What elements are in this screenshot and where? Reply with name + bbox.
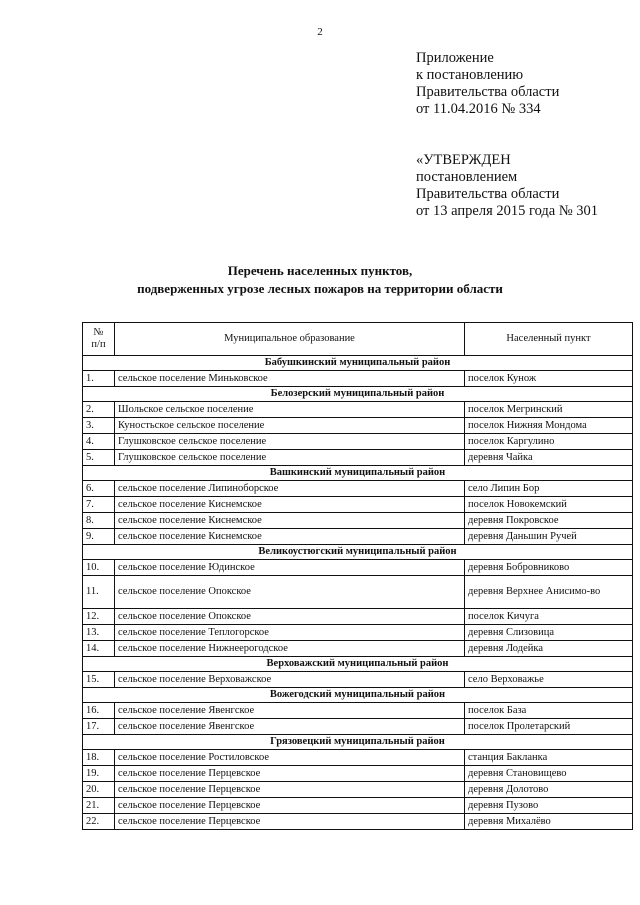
title-line-2: подверженных угрозе лесных пожаров на территории области [137, 281, 503, 296]
row-number: 14. [83, 641, 115, 657]
municipality-cell: сельское поселение Опокское [115, 576, 465, 609]
page-number: 2 [317, 26, 323, 38]
settlement-cell: станция Бакланка [465, 750, 633, 766]
header-settlement: Населенный пункт [465, 323, 633, 356]
title-line-1: Перечень населенных пунктов, [227, 263, 413, 278]
table-row [83, 798, 633, 814]
table-row [83, 513, 633, 529]
row-number: 21. [83, 798, 115, 814]
row-number: 18. [83, 750, 115, 766]
settlement-cell: деревня Даньшин Ручей [465, 529, 633, 545]
appendix-line: Правительства области [416, 84, 560, 100]
row-number: 5. [83, 450, 115, 466]
settlement-cell: поселок Мегринский [465, 402, 633, 418]
district-row [83, 387, 633, 402]
row-number: 1. [83, 371, 115, 387]
municipality-cell: сельское поселение Опокское [115, 609, 465, 625]
municipality-cell: сельское поселение Теплогорское [115, 625, 465, 641]
document-title [0, 262, 640, 298]
table-row [83, 371, 633, 387]
appendix-line: к постановлению [416, 67, 524, 83]
settlement-cell: деревня Становищево [465, 766, 633, 782]
approval-line: «УТВЕРЖДЕН [416, 152, 511, 168]
district-row [83, 657, 633, 672]
table-row [83, 418, 633, 434]
district-row [83, 466, 633, 481]
settlement-cell: деревня Пузово [465, 798, 633, 814]
settlement-cell: село Липин Бор [465, 481, 633, 497]
appendix-block [416, 50, 559, 118]
settlement-cell: поселок Пролетарский [465, 719, 633, 735]
municipality-cell: Шольское сельское поселение [115, 402, 465, 418]
table-row [83, 703, 633, 719]
settlement-cell: деревня Бобровниково [465, 560, 633, 576]
district-row [83, 545, 633, 560]
settlement-cell: деревня Покровское [465, 513, 633, 529]
settlement-cell: поселок Каргулино [465, 434, 633, 450]
table-row [83, 529, 633, 545]
approval-line: от 13 апреля 2015 года № 301 [416, 203, 599, 219]
district-name: Вожегодский муниципальный район [83, 688, 633, 703]
municipality-cell: сельское поселение Верховажское [115, 672, 465, 688]
approval-line: постановлением [416, 169, 518, 185]
row-number: 17. [83, 719, 115, 735]
settlement-cell: деревня Долотово [465, 782, 633, 798]
municipality-cell: сельское поселение Киснемское [115, 529, 465, 545]
settlement-cell: поселок Кунож [465, 371, 633, 387]
settlement-cell: поселок Новокемский [465, 497, 633, 513]
table-row [83, 450, 633, 466]
table-row [83, 609, 633, 625]
table-row [83, 641, 633, 657]
row-number: 13. [83, 625, 115, 641]
municipality-cell: сельское поселение Юдинское [115, 560, 465, 576]
municipality-cell: Куностьское сельское поселение [115, 418, 465, 434]
row-number: 9. [83, 529, 115, 545]
row-number: 3. [83, 418, 115, 434]
settlement-cell: деревня Чайка [465, 450, 633, 466]
row-number: 6. [83, 481, 115, 497]
table-row [83, 402, 633, 418]
municipality-cell: сельское поселение Перцевское [115, 782, 465, 798]
header-number-line2: п/п [91, 339, 106, 350]
municipality-cell: сельское поселение Ростиловское [115, 750, 465, 766]
approval-line: Правительства области [416, 186, 560, 202]
municipality-cell: сельское поселение Перцевское [115, 798, 465, 814]
row-number: 4. [83, 434, 115, 450]
municipality-cell: сельское поселение Киснемское [115, 513, 465, 529]
settlement-cell: деревня Лодейка [465, 641, 633, 657]
approval-block [416, 152, 598, 220]
table-row [83, 766, 633, 782]
table-row [83, 481, 633, 497]
row-number: 11. [83, 576, 115, 609]
municipality-cell: сельское поселение Явенгское [115, 703, 465, 719]
appendix-line: от 11.04.2016 № 334 [416, 101, 541, 117]
district-name: Вашкинский муниципальный район [83, 466, 633, 481]
municipality-cell: сельское поселение Нижнеерогодское [115, 641, 465, 657]
settlement-cell: деревня Михалёво [465, 814, 633, 830]
row-number: 15. [83, 672, 115, 688]
district-name: Белозерский муниципальный район [83, 387, 633, 402]
settlement-cell: поселок Нижняя Мондома [465, 418, 633, 434]
row-number: 20. [83, 782, 115, 798]
row-number: 2. [83, 402, 115, 418]
settlements-table [82, 322, 633, 830]
row-number: 7. [83, 497, 115, 513]
table-row [83, 560, 633, 576]
row-number: 8. [83, 513, 115, 529]
table-row [83, 782, 633, 798]
municipality-cell: сельское поселение Киснемское [115, 497, 465, 513]
district-row [83, 688, 633, 703]
municipality-cell: Глушковское сельское поселение [115, 450, 465, 466]
table-row [83, 672, 633, 688]
row-number: 10. [83, 560, 115, 576]
row-number: 19. [83, 766, 115, 782]
municipality-cell: Глушковское сельское поселение [115, 434, 465, 450]
table-header-row [83, 323, 633, 356]
row-number: 22. [83, 814, 115, 830]
settlement-cell: поселок Кичуга [465, 609, 633, 625]
district-name: Великоустюгский муниципальный район [83, 545, 633, 560]
district-name: Грязовецкий муниципальный район [83, 735, 633, 750]
header-number-line1: № [93, 327, 104, 338]
settlement-cell: поселок База [465, 703, 633, 719]
municipality-cell: сельское поселение Миньковское [115, 371, 465, 387]
table-row [83, 814, 633, 830]
municipality-cell: сельское поселение Перцевское [115, 814, 465, 830]
district-name: Верховажский муниципальный район [83, 657, 633, 672]
header-number [83, 323, 115, 356]
appendix-line: Приложение [416, 50, 494, 66]
header-municipality: Муниципальное образование [115, 323, 465, 356]
district-row [83, 735, 633, 750]
municipality-cell: сельское поселение Перцевское [115, 766, 465, 782]
table-row [83, 497, 633, 513]
district-row [83, 356, 633, 371]
district-name: Бабушкинский муниципальный район [83, 356, 633, 371]
table-row [83, 576, 633, 609]
settlement-cell: деревня Верхнее Анисимо-во [465, 576, 633, 609]
municipality-cell: сельское поселение Липиноборское [115, 481, 465, 497]
table-body [83, 356, 633, 830]
table-row [83, 719, 633, 735]
table-row [83, 434, 633, 450]
table-row [83, 750, 633, 766]
row-number: 16. [83, 703, 115, 719]
municipality-cell: сельское поселение Явенгское [115, 719, 465, 735]
settlement-cell: село Верховажье [465, 672, 633, 688]
settlement-cell: деревня Слизовица [465, 625, 633, 641]
row-number: 12. [83, 609, 115, 625]
table-row [83, 625, 633, 641]
